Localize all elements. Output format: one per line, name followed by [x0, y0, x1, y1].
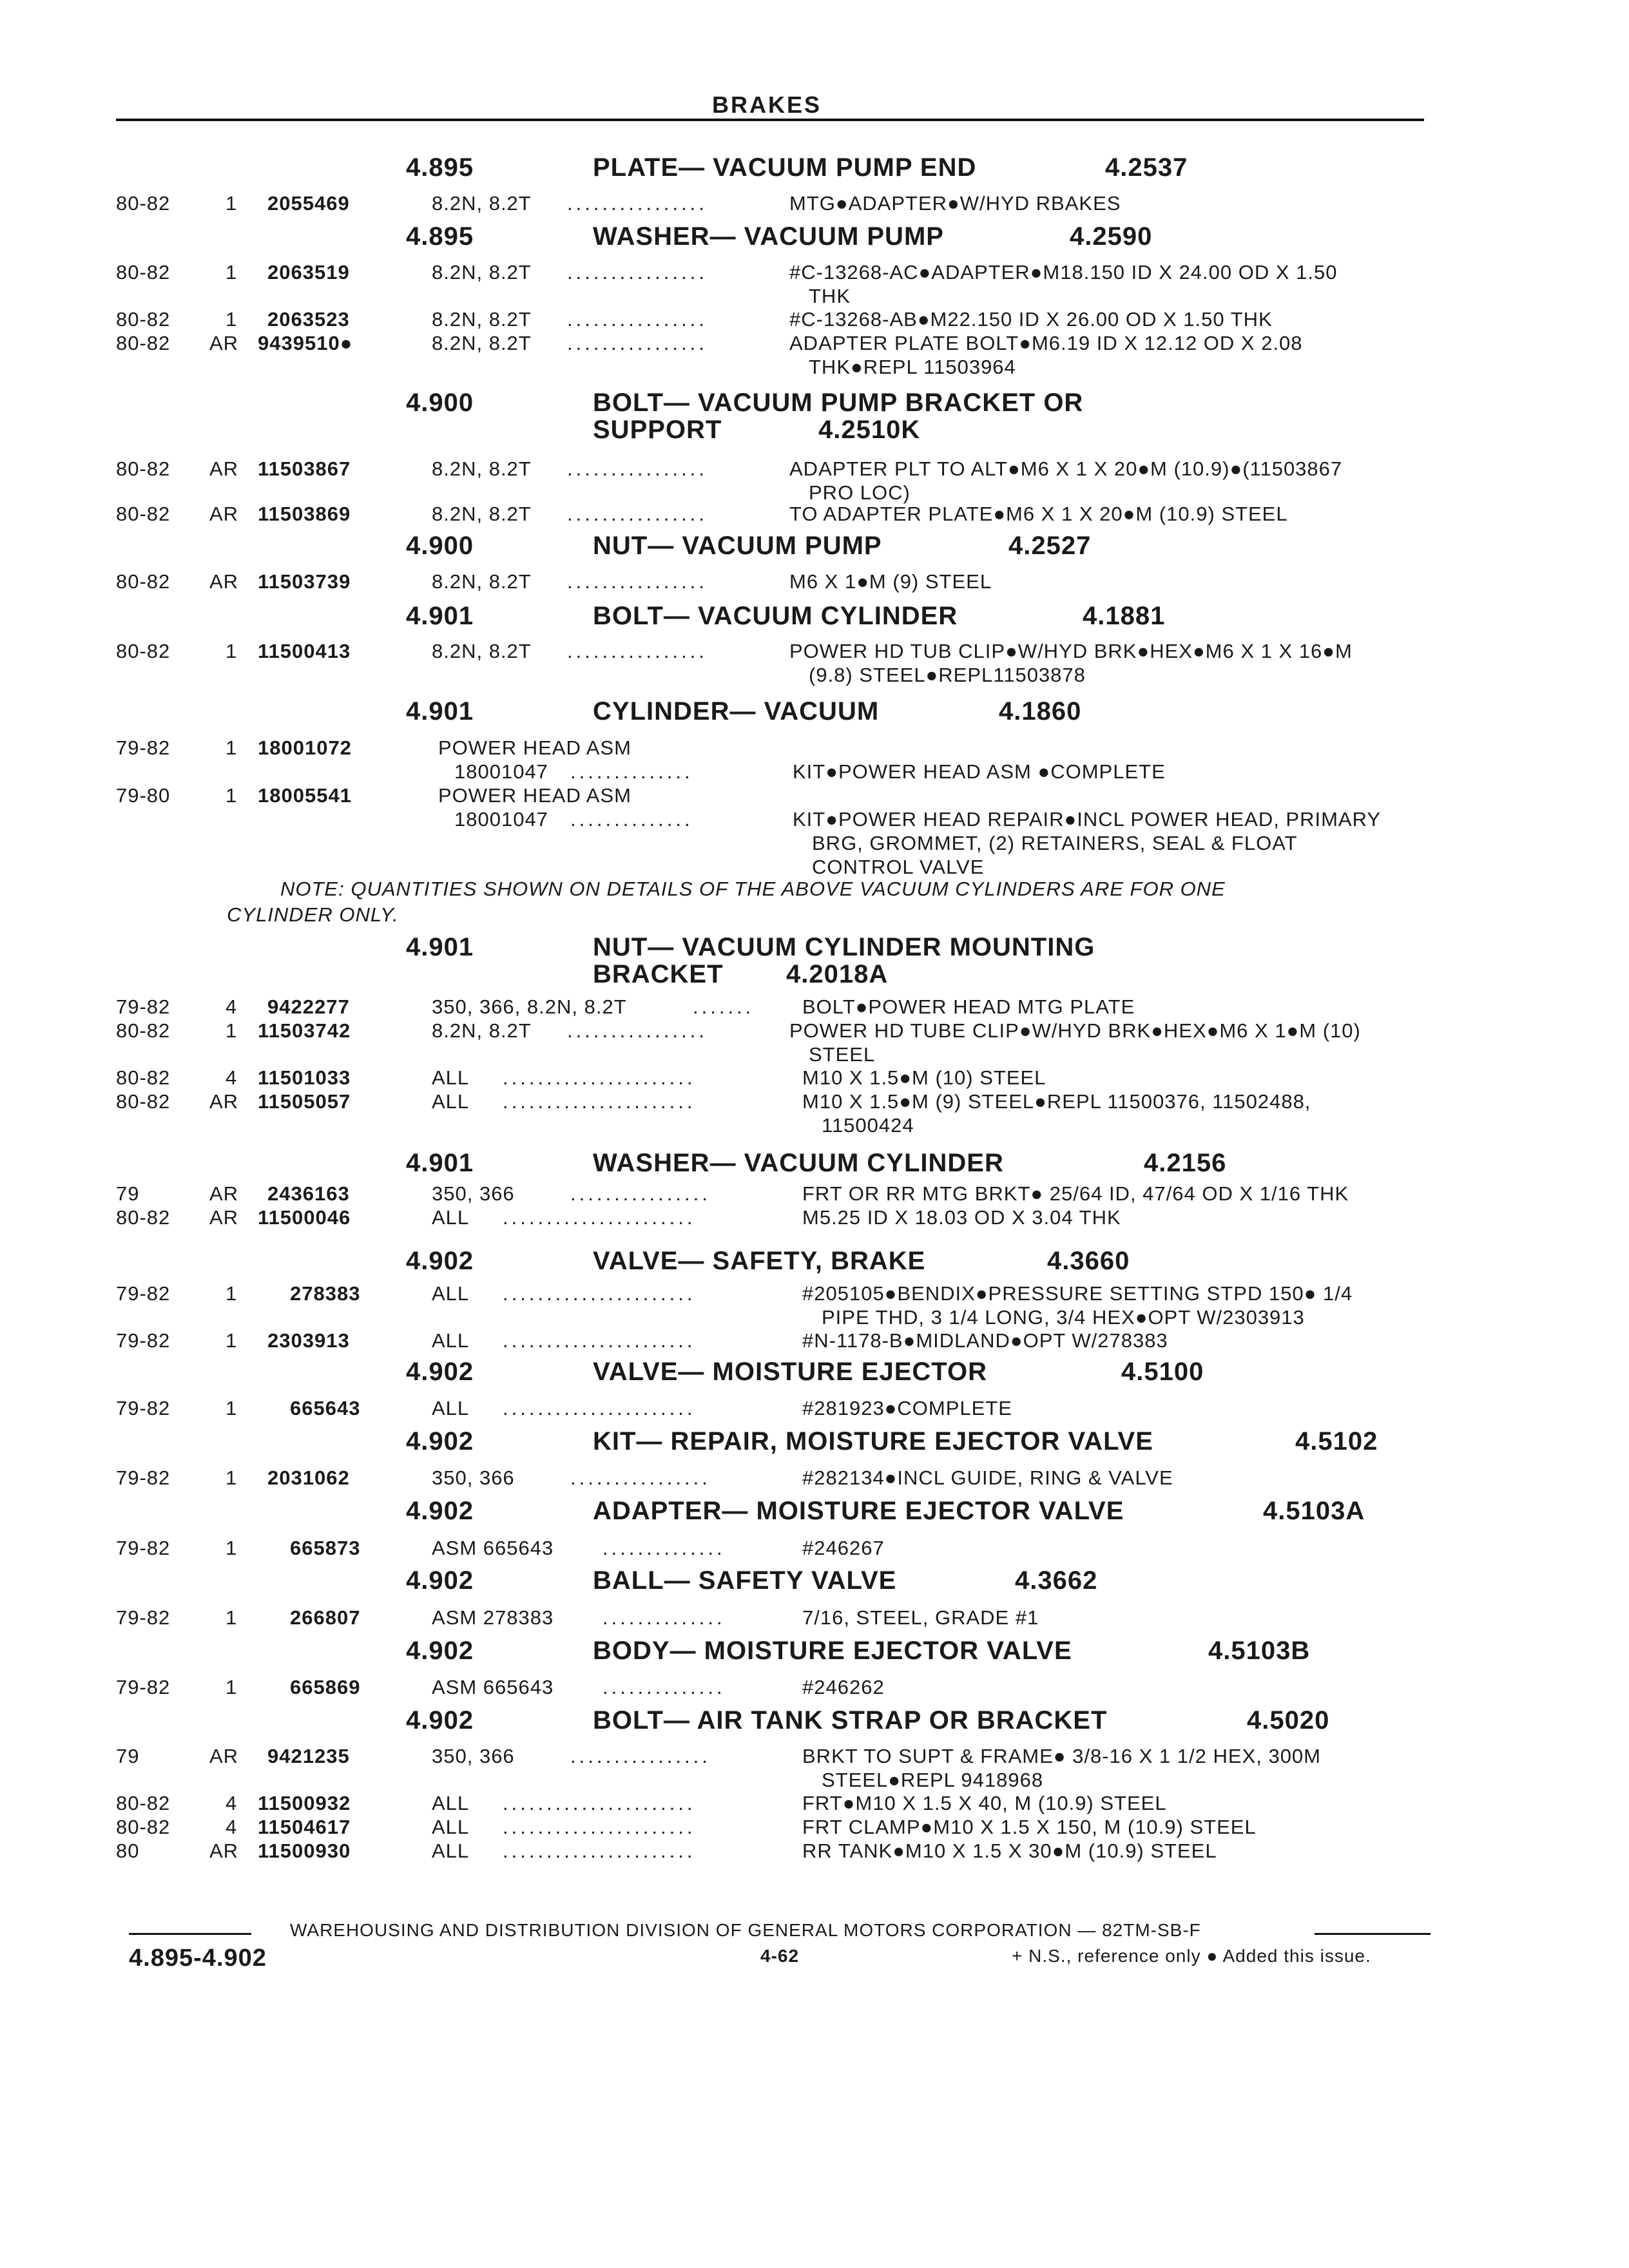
section-title: NUT— VACUUM CYLINDER MOUNTING: [593, 933, 1095, 961]
row-part-number: 9421235: [267, 1745, 350, 1767]
row-years: 80-82: [116, 192, 171, 215]
section-title: BOLT— VACUUM CYLINDER: [593, 602, 958, 630]
row-model: 350, 366: [432, 1745, 515, 1767]
section-title: BOLT— VACUUM PUMP BRACKET OR: [593, 389, 1084, 417]
section-number: 4.900: [406, 389, 474, 417]
row-years: 79-82: [116, 1282, 171, 1305]
table-row: [0, 1019, 1629, 1066]
row-part-number: 18001072: [258, 736, 352, 759]
section-number: 4.900: [406, 532, 474, 560]
row-part-number: 18005541: [258, 784, 352, 807]
row-model: ALL: [432, 1816, 470, 1838]
section-number: 4.895: [406, 153, 474, 182]
row-model: 8.2N, 8.2T: [432, 308, 532, 331]
row-quantity: AR: [209, 332, 239, 354]
section-code: 4.2537: [1105, 153, 1188, 182]
row-description: #246262: [802, 1676, 885, 1698]
page-title: BRAKES: [711, 91, 822, 118]
row-part-number: 11503867: [258, 457, 351, 480]
row-description: #C-13268-AC●ADAPTER●M18.150 ID X 24.00 OD X 1.50: [789, 261, 1338, 284]
footer-rule-right: [1315, 1933, 1431, 1935]
table-row: [0, 736, 1629, 783]
row-years: 80-82: [116, 1019, 171, 1042]
table-row: [0, 570, 1629, 596]
table-row: [0, 1537, 1629, 1562]
row-part-number: 11501033: [258, 1066, 351, 1089]
section-code: 4.2510K: [818, 416, 921, 444]
row-description: #C-13268-AB●M22.150 ID X 26.00 OD X 1.50 THK: [789, 308, 1273, 331]
row-leader-dots: .......: [693, 995, 755, 1018]
row-description-continued: PIPE THD, 3 1/4 LONG, 3/4 HEX●OPT W/2303913: [822, 1306, 1305, 1329]
row-model: 8.2N, 8.2T: [432, 640, 532, 662]
row-part-number: 2055469: [267, 192, 350, 215]
row-leader-dots: ..............: [570, 808, 693, 831]
row-description-continued: (9.8) STEEL●REPL11503878: [809, 664, 1086, 686]
row-quantity: 1: [226, 640, 238, 662]
row-leader-dots: ..............: [602, 1537, 726, 1559]
row-part-number: 9422277: [267, 995, 350, 1018]
row-model-number: 18001047: [454, 808, 548, 831]
row-quantity: 1: [226, 1466, 238, 1489]
row-description: 7/16, STEEL, GRADE #1: [802, 1606, 1039, 1629]
row-model: ALL: [432, 1282, 470, 1305]
row-description: BRKT TO SUPT & FRAME● 3/8-16 X 1 1/2 HEX, 300M: [802, 1745, 1322, 1767]
row-description: #282134●INCL GUIDE, RING & VALVE: [802, 1466, 1173, 1489]
row-model: 8.2N, 8.2T: [432, 457, 532, 480]
section-header: [406, 933, 1450, 991]
row-model: ALL: [432, 1840, 470, 1862]
row-part-number: 2436163: [267, 1182, 350, 1205]
section-code: 4.3660: [1047, 1247, 1130, 1275]
row-leader-dots: ..............: [570, 760, 693, 783]
note-line-1: NOTE: QUANTITIES SHOWN ON DETAILS OF THE ABOVE VACUUM CYLINDERS ARE FOR ONE: [280, 878, 1226, 900]
section-number: 4.895: [406, 222, 474, 251]
section-code: 4.2018A: [786, 960, 889, 988]
row-years: 79-82: [116, 1466, 171, 1489]
table-row: [0, 1282, 1629, 1329]
row-leader-dots: ................: [570, 1745, 711, 1767]
row-model: ASM 665643: [432, 1676, 554, 1698]
row-model: 350, 366: [432, 1182, 515, 1205]
section-title: WASHER— VACUUM PUMP: [593, 222, 944, 251]
section-code: 4.2156: [1144, 1149, 1227, 1177]
row-leader-dots: ................: [567, 308, 708, 331]
row-quantity: AR: [209, 570, 239, 593]
row-description-continued: THK●REPL 11503964: [809, 356, 1016, 378]
row-part-number: 278383: [290, 1282, 361, 1305]
section-title: BODY— MOISTURE EJECTOR VALVE: [593, 1637, 1072, 1665]
table-row: [0, 261, 1629, 307]
section-number: 4.902: [406, 1427, 474, 1456]
row-description-continued: 11500424: [822, 1114, 914, 1137]
row-description: #N-1178-B●MIDLAND●OPT W/278383: [802, 1329, 1168, 1352]
row-leader-dots: ................: [567, 261, 708, 284]
row-model: ALL: [432, 1206, 470, 1229]
row-model: 350, 366, 8.2N, 8.2T: [432, 995, 627, 1018]
section-number: 4.902: [406, 1637, 474, 1665]
row-description: ADAPTER PLATE BOLT●M6.19 ID X 12.12 OD X 2.08: [789, 332, 1303, 354]
row-model: 8.2N, 8.2T: [432, 503, 532, 525]
row-years: 80-82: [116, 570, 171, 593]
row-years: 79-82: [116, 1537, 171, 1559]
row-description: M10 X 1.5●M (10) STEEL: [802, 1066, 1046, 1089]
row-part-number: 11503739: [258, 570, 351, 593]
row-model: ALL: [432, 1397, 470, 1419]
section-number: 4.901: [406, 1149, 474, 1177]
section-code: 4.1881: [1083, 602, 1166, 630]
row-description: KIT●POWER HEAD ASM ●COMPLETE: [793, 760, 1166, 783]
row-years: 80-82: [116, 1816, 171, 1838]
section-number: 4.901: [406, 602, 474, 630]
row-leader-dots: ......................: [503, 1329, 696, 1352]
table-row: [0, 332, 1629, 378]
row-quantity: AR: [209, 457, 239, 480]
row-description: #246267: [802, 1537, 885, 1559]
row-years: 79-82: [116, 1397, 171, 1419]
row-leader-dots: ......................: [503, 1090, 696, 1113]
row-part-number: 2063519: [267, 261, 350, 284]
row-part-number: 2031062: [267, 1466, 350, 1489]
table-row: [0, 1206, 1629, 1232]
row-quantity: 4: [226, 995, 238, 1018]
row-description: M6 X 1●M (9) STEEL: [789, 570, 992, 593]
row-part-number: 11500932: [258, 1792, 351, 1814]
row-years: 80: [116, 1840, 140, 1862]
row-description: FRT●M10 X 1.5 X 40, M (10.9) STEEL: [802, 1792, 1167, 1814]
section-title: WASHER— VACUUM CYLINDER: [593, 1149, 1004, 1177]
section-number: 4.901: [406, 697, 474, 726]
section-title: CYLINDER— VACUUM: [593, 697, 880, 726]
row-quantity: 1: [226, 736, 238, 759]
note-line-2: CYLINDER ONLY.: [227, 903, 399, 926]
row-description: FRT OR RR MTG BRKT● 25/64 ID, 47/64 OD X 1/16 THK: [802, 1182, 1349, 1205]
section-code: 4.2590: [1070, 222, 1153, 251]
row-model: ASM 665643: [432, 1537, 554, 1559]
section-number: 4.902: [406, 1497, 474, 1525]
row-years: 79-82: [116, 1676, 171, 1698]
row-model: ALL: [432, 1329, 470, 1352]
row-model: 8.2N, 8.2T: [432, 1019, 532, 1042]
table-row: [0, 1816, 1629, 1841]
row-part-number: 11503869: [258, 503, 351, 525]
table-row: [0, 308, 1629, 334]
section-code: 4.1860: [999, 697, 1082, 726]
row-leader-dots: ................: [567, 640, 708, 662]
row-description-continued: THK: [809, 285, 851, 307]
row-years: 79-82: [116, 736, 171, 759]
row-model: POWER HEAD ASM: [438, 784, 631, 807]
row-leader-dots: ................: [570, 1182, 711, 1205]
section-header: [406, 389, 1450, 447]
row-years: 79-80: [116, 784, 171, 807]
row-model: ALL: [432, 1066, 470, 1089]
table-row: [0, 192, 1629, 218]
row-part-number: 665873: [290, 1537, 361, 1559]
row-part-number: 11500046: [258, 1206, 351, 1229]
table-row: [0, 1745, 1629, 1791]
row-model: 350, 366: [432, 1466, 515, 1489]
row-quantity: 1: [226, 1537, 238, 1559]
row-description: MTG●ADAPTER●W/HYD RBAKES: [789, 192, 1121, 215]
section-title: PLATE— VACUUM PUMP END: [593, 153, 977, 182]
row-quantity: 4: [226, 1792, 238, 1814]
row-part-number: 665869: [290, 1676, 361, 1698]
row-quantity: 4: [226, 1066, 238, 1089]
row-years: 80-82: [116, 1206, 171, 1229]
row-years: 80-82: [116, 640, 171, 662]
row-years: 80-82: [116, 503, 171, 525]
table-row: [0, 784, 1629, 878]
row-leader-dots: ..............: [602, 1676, 726, 1698]
section-code: 4.5100: [1121, 1358, 1204, 1386]
row-quantity: 4: [226, 1816, 238, 1838]
row-years: 80-82: [116, 1792, 171, 1814]
row-quantity: 1: [226, 261, 238, 284]
section-number: 4.902: [406, 1247, 474, 1275]
section-title: BALL— SAFETY VALVE: [593, 1566, 897, 1595]
row-quantity: 1: [226, 1676, 238, 1698]
row-model: 8.2N, 8.2T: [432, 261, 532, 284]
section-code: 4.5103B: [1208, 1637, 1311, 1665]
row-years: 79-82: [116, 1606, 171, 1629]
table-row: [0, 1840, 1629, 1865]
row-description: #281923●COMPLETE: [802, 1397, 1012, 1419]
footer-division: WAREHOUSING AND DISTRIBUTION DIVISION OF GENERAL MOTORS CORPORATION — 82TM-SB-F: [290, 1920, 1201, 1940]
row-leader-dots: ......................: [503, 1840, 696, 1862]
header-rule: [116, 119, 1424, 121]
section-title-continued: SUPPORT: [593, 416, 722, 444]
table-row: [0, 995, 1629, 1021]
section-number: 4.902: [406, 1358, 474, 1386]
row-model: ALL: [432, 1792, 470, 1814]
row-part-number: 2063523: [267, 308, 350, 331]
row-model: 8.2N, 8.2T: [432, 192, 532, 215]
row-description: BOLT●POWER HEAD MTG PLATE: [802, 995, 1135, 1018]
row-description: #205105●BENDIX●PRESSURE SETTING STPD 150● 1/4: [802, 1282, 1353, 1305]
row-part-number: 665643: [290, 1397, 361, 1419]
row-leader-dots: ................: [567, 332, 708, 354]
table-row: [0, 1792, 1629, 1818]
row-years: 79-82: [116, 1329, 171, 1352]
section-title: ADAPTER— MOISTURE EJECTOR VALVE: [593, 1497, 1124, 1525]
row-part-number: 11500413: [258, 640, 351, 662]
table-row: [0, 1090, 1629, 1137]
section-code: 4.5102: [1295, 1427, 1378, 1456]
table-row: [0, 1606, 1629, 1632]
row-description: M5.25 ID X 18.03 OD X 3.04 THK: [802, 1206, 1121, 1229]
section-title: BOLT— AIR TANK STRAP OR BRACKET: [593, 1706, 1108, 1735]
row-quantity: AR: [209, 1090, 239, 1113]
row-quantity: 1: [226, 1606, 238, 1629]
footer-legend: + N.S., reference only ● Added this issue.: [1012, 1946, 1371, 1966]
row-leader-dots: ................: [567, 570, 708, 593]
section-title: NUT— VACUUM PUMP: [593, 532, 882, 560]
section-code: 4.5103A: [1263, 1497, 1365, 1525]
row-part-number: 11500930: [258, 1840, 351, 1862]
row-description-continued: PRO LOC): [809, 481, 911, 504]
row-leader-dots: ................: [570, 1466, 711, 1489]
row-description-continued: CONTROL VALVE: [812, 856, 985, 878]
row-years: 80-82: [116, 1090, 171, 1113]
row-quantity: 1: [226, 1019, 238, 1042]
section-number: 4.901: [406, 933, 474, 961]
footer-rule-left: [129, 1933, 251, 1935]
row-model: 8.2N, 8.2T: [432, 570, 532, 593]
section-number: 4.902: [406, 1566, 474, 1595]
table-row: [0, 503, 1629, 528]
row-quantity: 1: [226, 1397, 238, 1419]
row-description: POWER HD TUBE CLIP●W/HYD BRK●HEX●M6 X 1●M (10): [789, 1019, 1361, 1042]
row-years: 80-82: [116, 261, 171, 284]
row-description: TO ADAPTER PLATE●M6 X 1 X 20●M (10.9) STEEL: [789, 503, 1288, 525]
row-quantity: 1: [226, 308, 238, 331]
table-row: [0, 1329, 1629, 1355]
row-leader-dots: ......................: [503, 1792, 696, 1814]
row-years: 80-82: [116, 1066, 171, 1089]
row-quantity: 1: [226, 1329, 238, 1352]
row-description-continued: BRG, GROMMET, (2) RETAINERS, SEAL & FLOAT: [812, 832, 1298, 854]
row-part-number: 266807: [290, 1606, 361, 1629]
row-quantity: AR: [209, 1206, 239, 1229]
table-row: [0, 1397, 1629, 1423]
table-row: [0, 1066, 1629, 1092]
row-quantity: 1: [226, 192, 238, 215]
row-description: KIT●POWER HEAD REPAIR●INCL POWER HEAD, PRIMARY: [793, 808, 1382, 831]
row-leader-dots: ......................: [503, 1816, 696, 1838]
section-title-continued: BRACKET: [593, 960, 724, 988]
table-row: [0, 1182, 1629, 1208]
row-quantity: AR: [209, 1182, 239, 1205]
row-model: ALL: [432, 1090, 470, 1113]
row-model-number: 18001047: [454, 760, 548, 783]
row-model: ASM 278383: [432, 1606, 554, 1629]
section-code: 4.5020: [1247, 1706, 1330, 1735]
row-description: FRT CLAMP●M10 X 1.5 X 150, M (10.9) STEEL: [802, 1816, 1257, 1838]
row-leader-dots: ......................: [503, 1397, 696, 1419]
row-leader-dots: ................: [567, 192, 708, 215]
row-leader-dots: ................: [567, 457, 708, 480]
row-quantity: AR: [209, 1840, 239, 1862]
section-code: 4.3662: [1015, 1566, 1098, 1595]
row-quantity: AR: [209, 1745, 239, 1767]
row-leader-dots: ......................: [503, 1206, 696, 1229]
row-quantity: AR: [209, 503, 239, 525]
row-description: RR TANK●M10 X 1.5 X 30●M (10.9) STEEL: [802, 1840, 1217, 1862]
row-years: 80-82: [116, 308, 171, 331]
table-row: [0, 457, 1629, 504]
row-description: ADAPTER PLT TO ALT●M6 X 1 X 20●M (10.9)●(11503867: [789, 457, 1343, 480]
row-description-continued: STEEL●REPL 9418968: [822, 1769, 1044, 1791]
row-leader-dots: ................: [567, 503, 708, 525]
footer-range: 4.895-4.902: [129, 1945, 267, 1972]
row-quantity: 1: [226, 784, 238, 807]
table-row: [0, 640, 1629, 686]
row-part-number: 11503742: [258, 1019, 351, 1042]
row-part-number: 9439510●: [258, 332, 353, 354]
section-title: KIT— REPAIR, MOISTURE EJECTOR VALVE: [593, 1427, 1153, 1456]
table-row: [0, 1466, 1629, 1492]
section-title: VALVE— MOISTURE EJECTOR: [593, 1358, 987, 1386]
row-leader-dots: ..............: [602, 1606, 726, 1629]
section-code: 4.2527: [1008, 532, 1092, 560]
row-description-continued: STEEL: [809, 1043, 876, 1066]
section-title: VALVE— SAFETY, BRAKE: [593, 1247, 926, 1275]
row-leader-dots: ................: [567, 1019, 708, 1042]
row-leader-dots: ......................: [503, 1066, 696, 1089]
section-number: 4.902: [406, 1706, 474, 1735]
row-part-number: 2303913: [267, 1329, 350, 1352]
row-years: 80-82: [116, 332, 171, 354]
row-years: 79: [116, 1182, 140, 1205]
row-model: POWER HEAD ASM: [438, 736, 631, 759]
row-part-number: 11504617: [258, 1816, 351, 1838]
row-quantity: 1: [226, 1282, 238, 1305]
footer-page-number: 4-62: [760, 1946, 800, 1966]
table-row: [0, 1676, 1629, 1702]
row-leader-dots: ......................: [503, 1282, 696, 1305]
row-description: POWER HD TUB CLIP●W/HYD BRK●HEX●M6 X 1 X 16●M: [789, 640, 1353, 662]
row-model: 8.2N, 8.2T: [432, 332, 532, 354]
row-years: 80-82: [116, 457, 171, 480]
row-description: M10 X 1.5●M (9) STEEL●REPL 11500376, 11502488,: [802, 1090, 1311, 1113]
row-years: 79-82: [116, 995, 171, 1018]
row-years: 79: [116, 1745, 140, 1767]
row-part-number: 11505057: [258, 1090, 351, 1113]
